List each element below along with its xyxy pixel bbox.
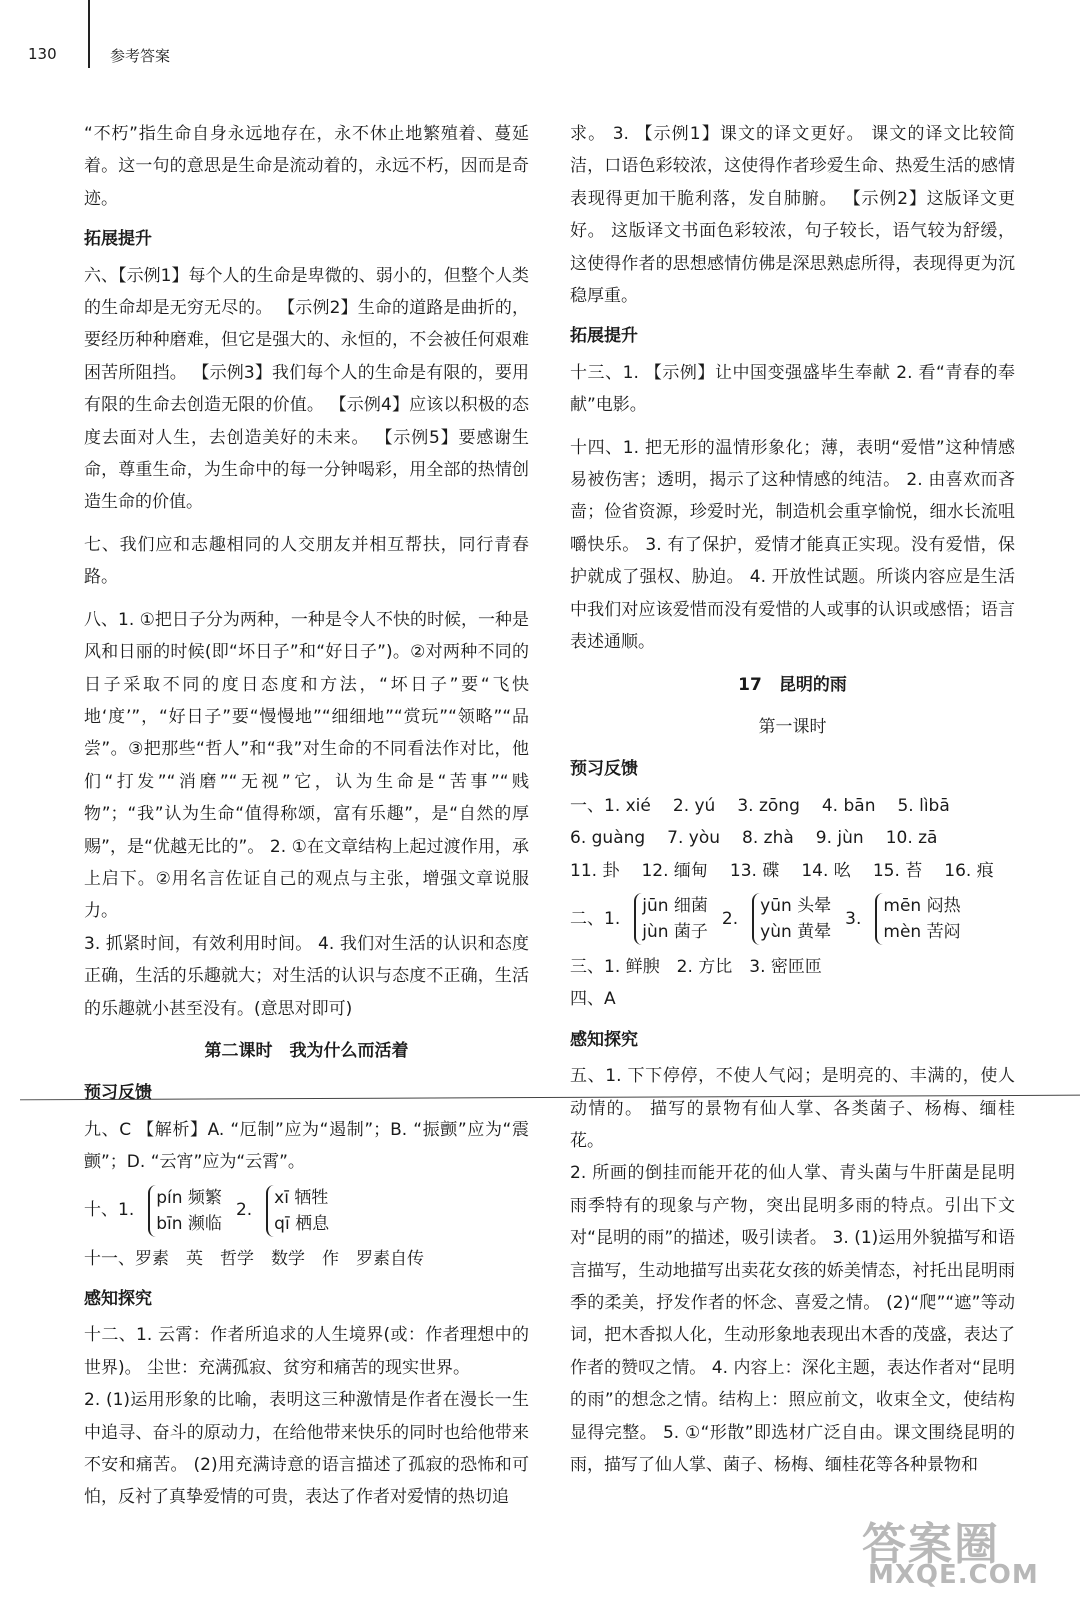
left-column — [84, 118, 529, 1514]
right-column — [570, 118, 1015, 1481]
pinyin-group — [570, 893, 1015, 945]
answer-item: 5. lìbā — [897, 795, 950, 816]
page-header — [0, 0, 1084, 80]
section-heading: 预习反馈 — [570, 759, 638, 780]
pinyin-entry: qī 栖息 — [274, 1213, 330, 1234]
header-title: 参考答案 — [110, 47, 171, 65]
lesson-subtitle: 第一课时 — [758, 716, 827, 737]
answer-item: 7. yòu — [667, 828, 721, 849]
pinyin-group — [84, 1185, 529, 1237]
pinyin-entry: jūn 细菌 — [642, 895, 708, 916]
section-heading: 拓展提升 — [570, 326, 638, 347]
brace-group — [148, 1185, 222, 1237]
question-label: 3. — [845, 908, 862, 929]
brace-group — [266, 1185, 329, 1237]
pinyin-entry: mēn 闷热 — [883, 895, 961, 916]
paragraph: 七、我们应和志趣相同的人交朋友并相互帮扶，同行青春路。 — [84, 534, 529, 588]
paragraph: 五、1. 下下停停，不使人气闷；是明亮的、丰满的，使人动情的。 描写的景物有仙人掌、各类菌子、杨梅、缅桂花。 — [570, 1066, 1015, 1151]
lesson-title: 17 昆明的雨 — [738, 674, 847, 695]
section-heading: 拓展提升 — [84, 229, 152, 250]
paragraph: “不朽”指生命自身永远地存在，永不休止地繁殖着、蔓延着。这一句的意思是生命是流动着的，永远不朽，因而是奇迹。 — [84, 124, 529, 209]
paragraph: 四、A — [570, 989, 616, 1010]
answer-row — [570, 790, 1015, 822]
pinyin-entry: bīn 濒临 — [156, 1213, 222, 1234]
section-heading: 感知探究 — [84, 1289, 152, 1309]
answer-item: 一、1. xié — [570, 795, 651, 816]
answer-item: 16. 痕 — [944, 860, 994, 881]
watermark-logo: 答案圈 — [862, 1519, 1000, 1570]
brace-group — [634, 893, 708, 945]
paragraph: 3. 抓紧时间，有效利用时间。 4. 我们对生活的认识和态度正确，生活的乐趣就大；对生活的认识与态度不正确，生活的乐趣就小甚至没有。(意思对即可) — [84, 933, 529, 1019]
answer-item: 4. bān — [821, 795, 876, 816]
pinyin-entry: mèn 苦闷 — [883, 921, 961, 942]
answer-item: 12. 缅甸 — [641, 860, 708, 881]
paragraph: 十一、罗素 英 哲学 数学 作 罗素自传 — [84, 1248, 424, 1269]
answer-item: 15. 苔 — [872, 860, 923, 881]
header-divider — [88, 0, 90, 68]
question-label: 十、1. — [84, 1200, 135, 1221]
answer-item: 14. 吆 — [801, 860, 851, 881]
paragraph: 十二、1. 云霄：作者所追求的人生境界(或：作者理想中的世界)。 尘世：充满孤寂、贫穷和痛苦的现实世界。 — [84, 1325, 529, 1378]
brace-group — [875, 893, 960, 945]
watermark — [862, 1508, 1072, 1592]
pinyin-entry: yūn 头晕 — [760, 895, 832, 916]
paragraph: 十四、1. 把无形的温情形象化；薄，表明“爱惜”这种情感易被伤害；透明，揭示了这种情感的纯洁。 2. 由喜欢而吝啬；俭省资源，珍爱时光，制造机会重享愉悦，细水长流咀嚼快乐。 3. 有了保护，爱情才能真正实现。没有爱惜，保护就成了强权、胁迫。 4. 开放性试题。所谈内容应是生活中我们对应该爱惜而没有爱惜的人或事的认识或感悟；语言表述通顺。 — [570, 437, 1015, 653]
paragraph: 三、1. 鲜腴 2. 方比 3. 密匝匝 — [570, 956, 822, 977]
question-label: 2. — [235, 1200, 253, 1221]
paragraph: 十三、1. 【示例】让中国变强盛毕生奉献 2. 看“青春的奉献”电影。 — [570, 362, 1015, 416]
answer-item: 9. jùn — [815, 828, 864, 849]
answer-row — [570, 822, 1015, 854]
brace-group — [752, 893, 831, 945]
pinyin-entry: pín 频繁 — [156, 1187, 222, 1208]
answer-item: 6. guàng — [570, 828, 646, 849]
watermark-url: MXQE.COM — [868, 1560, 1039, 1590]
answer-item: 13. 碟 — [729, 860, 780, 881]
answer-row — [570, 855, 1015, 887]
paragraph: 求。 3. 【示例1】课文的译文更好。 课文的译文比较简洁，口语色彩较浓，这使得作者珍爱生命、热爱生活的感情表现得更加干脆利落，发自肺腑。 【示例2】这版译文更好。 这版译文书面色彩较浓，句子较长，语气较为舒缓，这使得作者的思想感情仿佛是深思熟虑所得，表现得更为沉稳厚重。 — [570, 124, 1015, 307]
answer-item: 11. 卦 — [570, 860, 620, 881]
paragraph: 九、C 【解析】A. “厄制”应为“遏制”；B. “振颤”应为“震颤”；D. “云宵”应为“云霄”。 — [84, 1119, 529, 1173]
lesson-heading: 第二课时 我为什么而活着 — [204, 1040, 409, 1061]
pinyin-entry: jùn 菌子 — [642, 921, 708, 942]
pinyin-entry: yùn 黄晕 — [760, 921, 832, 942]
section-heading: 感知探究 — [570, 1029, 638, 1050]
pinyin-entry: xī 牺牲 — [274, 1187, 329, 1208]
question-label: 2. — [721, 908, 739, 929]
answer-item: 2. yú — [672, 795, 716, 816]
paragraph: 八、1. ①把日子分为两种，一种是令人不快的时候，一种是风和日丽的时候(即“坏日子”和“好日子”)。②对两种不同的日子采取不同的度日态度和方法，“坏日子”要“飞快地‘度’”，“好日子”要“慢慢地”“细细地”“赏玩”“领略”“品尝”。③把那些“哲人”和“我”对生命的不同看法作对比，他们“打发”“消磨”“无视”它，认为生命是“苦事”“贱物”；“我”认为生命“值得称颂，富有乐趣”，是“自然的厚赐”，是“优越无比的”。 2. ①在文章结构上起过渡作用，承上启下。②用名言佐证自己的观点与主张，增强文章说服力。 — [84, 609, 529, 922]
page-number: 130 — [28, 45, 57, 63]
paragraph: 2. (1)运用形象的比喻，表明这三种激情是作者在漫长一生中追寻、奋斗的原动力，在给他带来快乐的同时也给他带来不安和痛苦。 (2)用充满诗意的语言描述了孤寂的恐怖和可怕，反衬了真挚爱情的可贵，表达了作者对爱情的热切追 — [84, 1390, 529, 1508]
question-label: 二、1. — [570, 908, 621, 929]
paragraph: 六、【示例1】每个人的生命是卑微的、弱小的，但整个人类的生命却是无穷无尽的。 【示例2】生命的道路是曲折的，要经历种种磨难，但它是强大的、永恒的，不会被任何艰难困苦所阻挡。 【示例3】我们每个人的生命是有限的，要用有限的生命去创造无限的价值。 【示例4】应该以积极的态度去面对人生，去创造美好的未来。 【示例5】要感谢生命，尊重生命，为生命中的每一分钟喝彩，用全部的热情创造生命的价值。 — [84, 265, 529, 513]
answer-item: 8. zhà — [742, 828, 794, 849]
answer-item: 10. zā — [885, 828, 938, 849]
paragraph: 2. 所画的倒挂而能开花的仙人掌、青头菌与牛肝菌是昆明雨季特有的现象与产物，突出昆明多雨的特点。引出下文对“昆明的雨”的描述，吸引读者。 3. (1)运用外貌描写和语言描写，生动地描写出卖花女孩的娇美情态，衬托出昆明雨季的柔美，抒发作者的怀念、喜爱之情。 (2)“爬”“遮”等动词，把木香拟人化，生动形象地表现出木香的茂盛，表达了作者的赞叹之情。 4. 内容上：深化主题，表达作者对“昆明的雨”的想念之情。结构上：照应前文，收束全文，使结构显得完整。 5. ①“形散”即选材广泛自由。课文围绕昆明的雨，描写了仙人掌、菌子、杨梅、缅桂花等各种景物和 — [570, 1163, 1015, 1476]
answer-item: 3. zōng — [737, 795, 800, 816]
section-heading: 预习反馈 — [84, 1083, 152, 1104]
